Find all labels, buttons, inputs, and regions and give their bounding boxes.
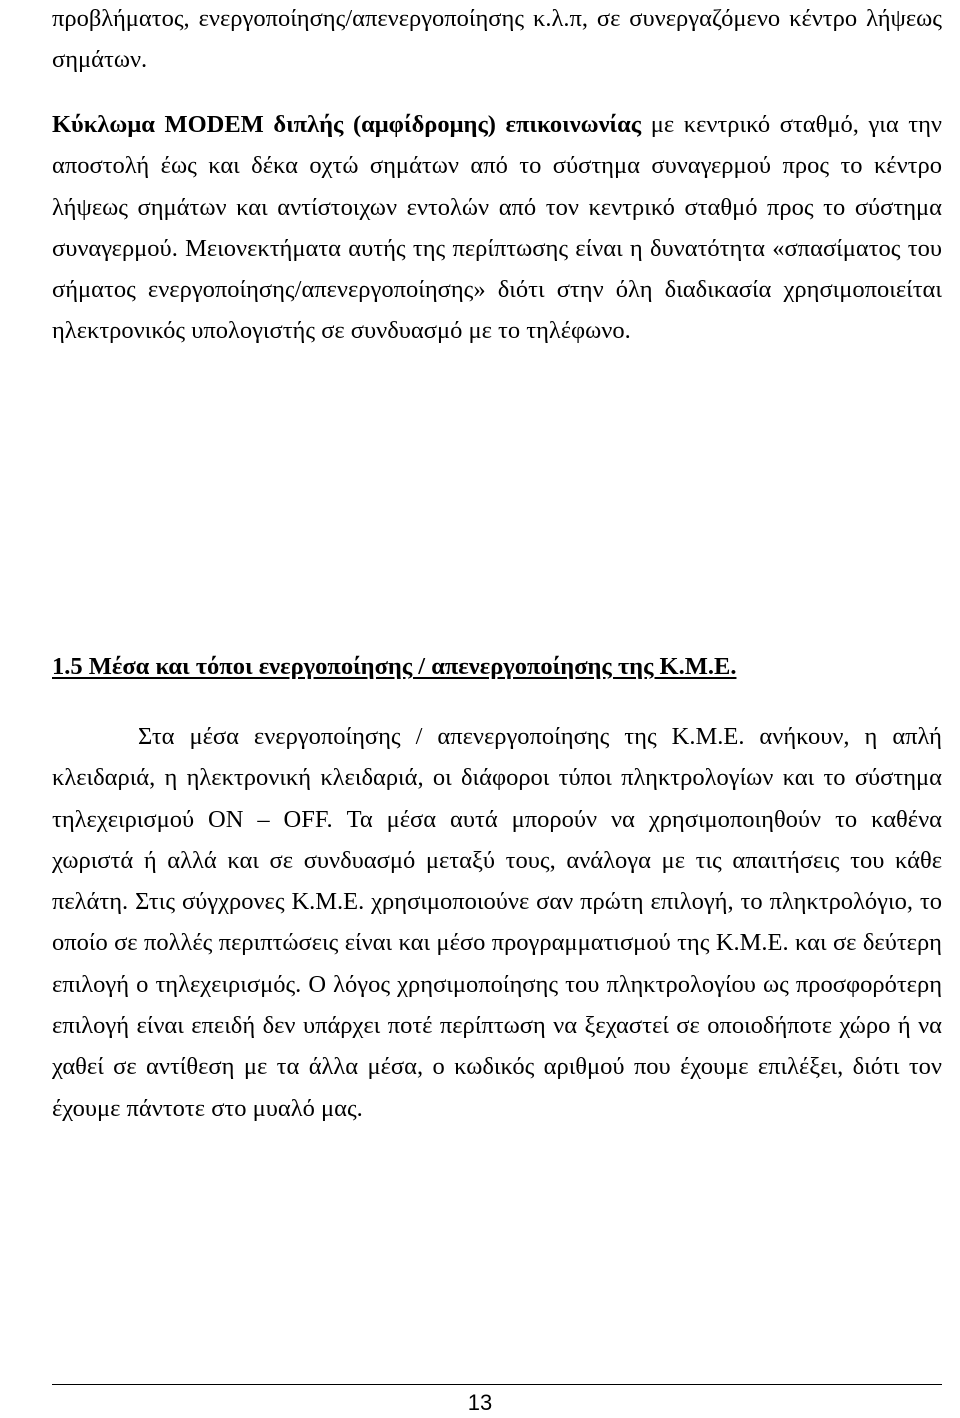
means-paragraph: Στα μέσα ενεργοποίησης / απενεργοποίησης της Κ.Μ.Ε. ανήκουν, η απλή κλειδαριά, η ηλεκτρονική κλειδαριά, οι διάφοροι τύποι πληκτρολογίων και το σύστημα τηλεχειρισμού ON – OFF. Τα μέσα αυτά μπορούν να χρησιμοποιηθούν το καθένα χωριστά ή αλλά και σε συνδυασμό μεταξύ τους, ανάλογα με τις απαιτήσεις του κάθε πελάτη. Στις σύγχρονες Κ.Μ.Ε. χρησιμοποιούνε σαν πρώτη επιλογή, το πληκτρολόγιο, το οποίο σε πολλές περιπτώσεις είναι και μέσο προγραμματισμού της Κ.Μ.Ε. και σε δεύτερη επιλογή ο τηλεχειρισμός. Ο λόγος χρησιμοποίησης του πληκτρολογίου ως προσφορότερη επιλογή είναι επειδή δεν υπάρχει ποτέ περίπτωση να ξεχαστεί σε οποιοδήποτε χώρο ή να χαθεί σε αντίθεση με τα άλλα μέσα, ο κωδικός αριθμού που έχουμε επιλέξει, διότι τον έχουμε πάντοτε στο μυαλό μας.: [52, 723, 942, 1122]
page-number: 13: [467, 1390, 493, 1415]
modem-paragraph: [52, 104, 942, 352]
continued-paragraph: προβλήματος, ενεργοποίησης/απενεργοποίησης κ.λ.π, σε συνεργαζόμενο κέντρο λήψεως σημάτων.: [52, 5, 942, 74]
modem-paragraph-text: με κεντρικό σταθμό, για την αποστολή έως και δέκα οχτώ σημάτων από το σύστημα συναγερμού προς το κέντρο λήψεως σημάτων και αντίστοιχων εντολών από τον κεντρικό σταθμό προς το σύστημα συναγερμού. Μειονεκτήματα αυτής της περίπτωσης είναι η δυνατότητα «σπασίματος του σήματος ενεργοποίησης/απενεργοποίησης» διότι στην όλη διαδικασία χρησιμοποιείται ηλεκτρονικός υπολογιστής σε συνδυασμό με το τηλέφωνο.: [52, 111, 943, 345]
modem-paragraph-lead: Κύκλωμα MODEM διπλής (αμφίδρομης) επικοινωνίας: [52, 111, 642, 138]
section-heading: 1.5 Μέσα και τόποι ενεργοποίησης / απενεργοποίησης της Κ.Μ.Ε.: [52, 653, 737, 680]
footer-rule: [52, 1384, 942, 1385]
